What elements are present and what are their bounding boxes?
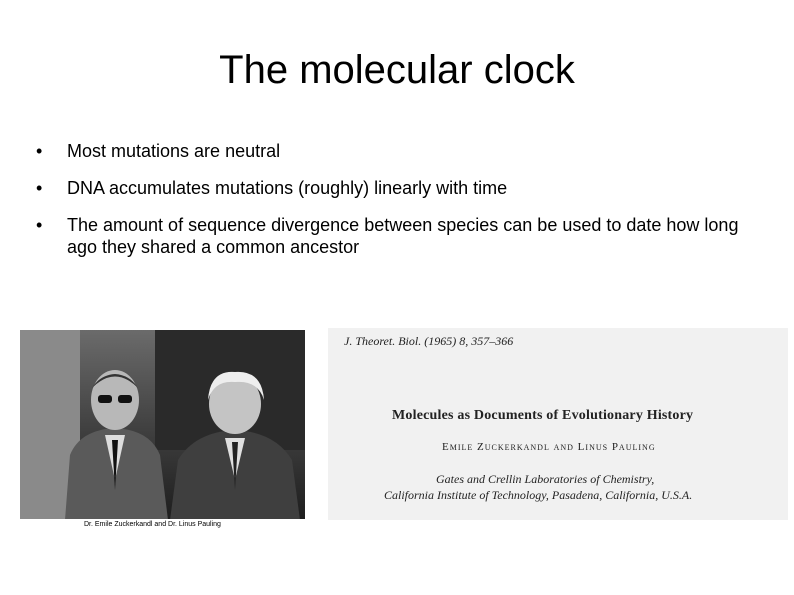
bullet-marker: • [36, 141, 43, 161]
scientists-photo [20, 330, 305, 519]
person-zuckerkandl [60, 360, 170, 519]
paper-affiliation-line1: Gates and Crellin Laboratories of Chemistry, [436, 472, 655, 486]
bullet-item [36, 177, 756, 199]
photo-caption: Dr. Emile Zuckerkandl and Dr. Linus Pauling [84, 521, 221, 528]
bullet-item [36, 140, 756, 162]
bullet-item [36, 214, 756, 258]
person-pauling [170, 370, 300, 519]
bullet-list [36, 140, 756, 273]
bullet-text: DNA accumulates mutations (roughly) linearly with time [67, 178, 508, 198]
paper-authors: Emile Zuckerkandl and Linus Pauling [442, 441, 656, 453]
slide-title: The molecular clock [219, 48, 575, 92]
bullet-text: Most mutations are neutral [67, 141, 281, 161]
paper-affiliation-line2: California Institute of Technology, Pasadena, California, U.S.A. [384, 488, 693, 502]
paper-header-image [328, 328, 788, 520]
paper-title: Molecules as Documents of Evolutionary History [392, 408, 694, 423]
bullet-marker: • [36, 178, 43, 198]
paper-citation: J. Theoret. Biol. (1965) 8, 357–366 [344, 334, 514, 348]
bullet-marker: • [36, 215, 43, 235]
bullet-text: The amount of sequence divergence between species can be used to date how long ago they shared a common ancestor [67, 215, 739, 257]
